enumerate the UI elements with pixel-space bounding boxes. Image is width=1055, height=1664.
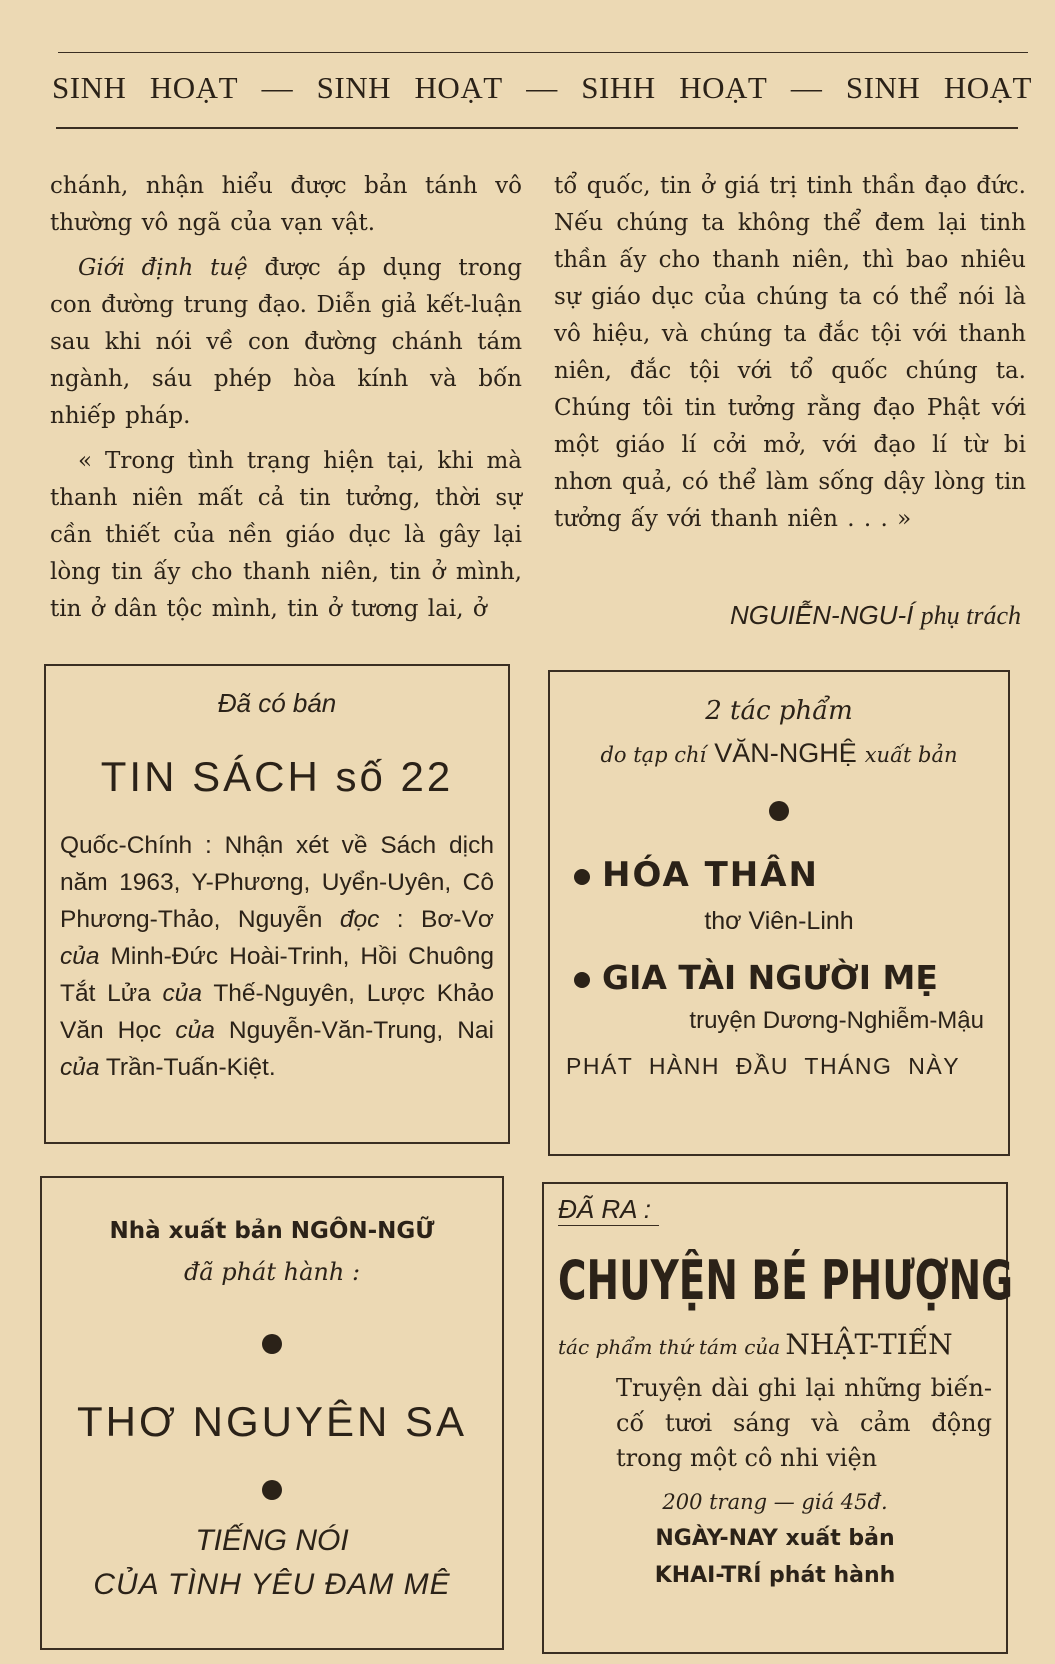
ad-kicker: 2 tác phẩm [705, 696, 853, 726]
header-word: SIHH [581, 70, 656, 105]
ad-subtitle: CỦA TÌNH YÊU ĐAM MÊ [93, 1568, 451, 1601]
article-paragraph [50, 250, 522, 435]
ad-tin-sach [44, 664, 510, 1144]
work-title [574, 958, 992, 997]
ad-title: TIN SÁCH số 22 [100, 753, 454, 800]
ad-text: của [60, 1054, 100, 1081]
ad-ngon-ngu [40, 1176, 504, 1650]
ad-text: Nguyễn-Văn-Trung, Nai [214, 1017, 494, 1044]
ad-text: Thế-Nguyên, Lược Khảo Văn Học [60, 980, 494, 1044]
article-text: được áp dụng trong con đường trung đạo. Diễn giả kết-luận sau khi nói về con đường chánh tám ngành, sáu phép hòa kính và bốn nhiếp pháp. [50, 255, 522, 429]
ad-text: Quốc-Chính : Nhận xét về Sách dịch năm 1963, Y-Phương, Uyển-Uyên, Cô Phương-Thảo, Nguyễn [60, 832, 494, 933]
header-rule [56, 127, 1018, 129]
ad-kicker: Đã có bán [217, 688, 337, 718]
work-subtitle: truyện Dương-Nghiễm-Mậu [689, 1007, 984, 1034]
work-title [574, 855, 992, 895]
header-word: SINH [316, 70, 391, 105]
ad-title: CHUYỆN BÉ PHƯỢNG [558, 1249, 1014, 1312]
ad-van-nghe [548, 670, 1010, 1156]
ad-text: Trần-Tuấn-Kiệt. [99, 1054, 276, 1081]
top-rule [58, 52, 1028, 53]
ad-distributor: KHAI-TRÍ phát hành [654, 1563, 896, 1588]
section-header [52, 70, 1032, 106]
ad-byline [558, 1328, 992, 1361]
bullet-icon [262, 1334, 282, 1354]
article-right-column [554, 168, 1026, 538]
ad-title-wrap [558, 1248, 1014, 1314]
ad-text: : Bơ-Vơ [379, 906, 494, 933]
header-dash: — [790, 70, 823, 105]
ad-body [60, 827, 494, 1086]
ad-text: của [162, 980, 203, 1007]
ad-kicker: ĐÃ RA : [558, 1194, 659, 1226]
bullet-icon [769, 801, 789, 821]
ad-text: tác phẩm thứ tám của [558, 1335, 781, 1359]
ad-text: đọc [339, 906, 380, 933]
ad-title: THƠ NGUYÊN SA [76, 1398, 468, 1445]
ad-publisher-line [566, 738, 992, 769]
ad-description: Truyện dài ghi lại những biến-cố tươi sáng và cảm động trong một cô nhi viện [616, 1374, 992, 1472]
ad-subtitle: TIẾNG NÓI [195, 1524, 349, 1557]
header-word: HOẠT [943, 70, 1032, 105]
author-name: NGUIỄN-NGU-Í [729, 600, 914, 630]
author-name: NHẬT-TIẾN [785, 1328, 953, 1361]
header-dash: — [261, 70, 294, 105]
article-paragraph: « Trong tình trạng hiện tại, khi mà thanh niên mất cả tin tưởng, thời sự cần thiết của nền giáo dục là gây lại lòng tin ấy cho thanh niên, tin ở mình, tin ở dân tộc mình, tin ở tương lai, ở [50, 448, 522, 622]
header-word: SINH [845, 70, 921, 105]
header-dash: — [526, 70, 558, 105]
work-subtitle: thơ Viên-Linh [704, 907, 854, 935]
article-paragraph: chánh, nhận hiểu được bản tánh vô thường vô ngã của vạn vật. [50, 173, 522, 236]
ad-price: 200 trang — giá 45đ. [662, 1490, 888, 1514]
ad-text: của [60, 943, 100, 970]
article-left-column [50, 168, 522, 628]
ad-text: do tạp chí [600, 743, 707, 767]
header-word: HOẠT [679, 70, 768, 105]
header-word: SINH [52, 70, 127, 105]
bullet-icon [574, 869, 590, 885]
ad-text: xuất bản [864, 743, 958, 767]
bullet-icon [262, 1480, 282, 1500]
emphasis-text: Giới định tuệ [78, 255, 248, 281]
ad-chuyen-be-phuong [542, 1182, 1014, 1654]
ad-text: Minh-Đức Hoài-Trinh, Hồi Chuông Tắt Lửa [60, 943, 494, 1007]
ad-text: của [175, 1017, 215, 1044]
ad-publisher: NGÀY-NAY xuất bản [655, 1526, 895, 1551]
article-signature [730, 600, 1021, 631]
bullet-icon [574, 972, 590, 988]
magazine-name: VĂN-NGHỆ [714, 738, 857, 768]
ad-kicker: đã phát hành : [183, 1258, 361, 1286]
work-title-text: HÓA THÂN [602, 855, 820, 895]
work-title-text: GIA TÀI NGƯỜI MẸ [602, 958, 938, 997]
author-role: phụ trách [920, 601, 1021, 630]
article-paragraph: tổ quốc, tin ở giá trị tinh thần đạo đức. Nếu chúng ta không thể đem lại tinh thần ấy cho thanh niên, thì bao nhiêu sự giáo dục của chúng ta có thể nói là vô hiệu, và chúng ta đắc tội với thanh niên, đắc tội với tổ quốc chúng ta. Chúng tôi tin tưởng rằng đạo Phật với một giáo lí cởi mở, với đạo lí từ bi nhơn quả, có thể làm sống dậy lòng tin tưởng ấy với thanh niên . . . » [554, 173, 1026, 532]
ad-footer: PHÁT HÀNH ĐẦU THÁNG NÀY [566, 1053, 961, 1079]
ad-publisher: Nhà xuất bản NGÔN-NGỮ [109, 1218, 435, 1244]
header-word: HOẠT [414, 70, 503, 105]
header-word: HOẠT [149, 70, 239, 105]
